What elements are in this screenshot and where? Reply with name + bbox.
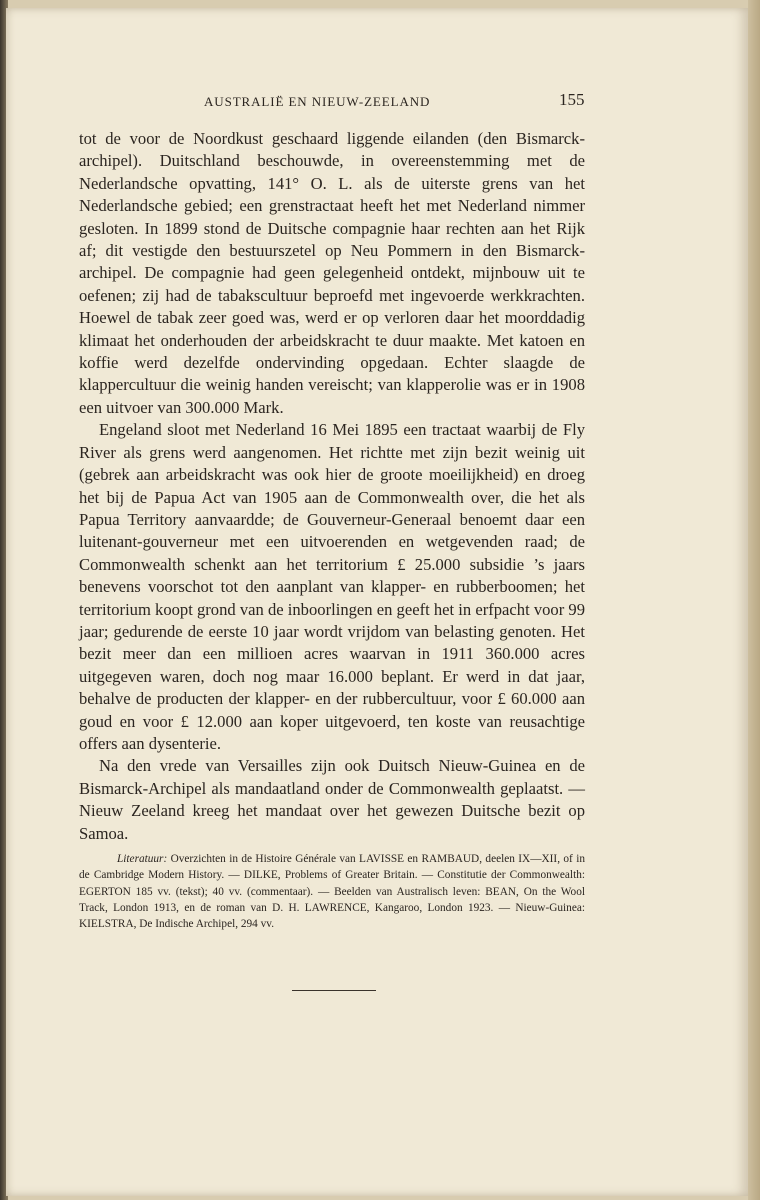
literature-text: Overzichten in de Histoire Générale van LAVISSE en RAMBAUD, deelen IX—XII, of in de Cambridge Modern History. — DILKE, Problems of Greater Britain. — Constitutie der Commonwealth: EGERTON 185 vv. (tekst); 40 vv. (commentaar). — Beelden van Australisch leven: BEAN, On the Wool Track, London 1913, en de roman van D. H. LAWRENCE, Kangaroo, London 1923. — Nieuw-Guinea: KIELSTRA, De Indische Archipel, 294 vv.	[79, 853, 585, 931]
literature-note	[79, 851, 585, 932]
page-number: 155	[559, 90, 585, 109]
page-edge	[748, 0, 760, 1200]
paragraph-3: Na den vrede van Versailles zijn ook Duitsch Nieuw-Guinea en de Bismarck-Archipel als mandaatland onder de Commonwealth geplaatst. — Nieuw Zeeland kreeg het mandaat over het gewezen Duitsche bezit op Samoa.	[79, 756, 585, 843]
running-title: AUSTRALIË EN NIEUW-ZEELAND	[204, 94, 431, 109]
running-head	[0, 90, 760, 114]
paragraph-1: tot de voor de Noordkust geschaard liggende eilanden (den Bismarck-archipel). Duitschland beschouwde, in overeenstemming met de Nederlandsche opvatting, 141° O. L. als de uiterste grens van het Nederlandsche gebied; een grenstractaat heeft het met Nederland nimmer gesloten. In 1899 stond de Duitsche compagnie haar rechten aan het Rijk af; dit vestigde den bestuurszetel op Neu Pommern in den Bismarck-archipel. De compagnie had geen gelegenheid ontdekt, mijnbouw uit te oefenen; zij had de tabakscultuur beproefd met ingevoerde werkkrachten. Hoewel de tabak zeer goed was, werd er op verloren daar het moorddadig klimaat het onderhouden der arbeidskracht te duur maakte. Met katoen en koffie werd dezelfde ondervinding opgedaan. Echter slaagde de klappercultuur die weinig handen vereischt; van klapperolie was er in 1908 een uitvoer van 300.000 Mark.	[79, 129, 585, 417]
literature-label: Literatuur:	[117, 853, 168, 865]
end-rule	[292, 990, 376, 991]
body-text	[79, 128, 585, 932]
paragraph-2: Engeland sloot met Nederland 16 Mei 1895 een tractaat waarbij de Fly River als grens werd aangenomen. Het richtte met zijn bezit weinig uit (gebrek aan arbeidskracht was ook hier de groote moeilijkheid) en droeg het bij de Papua Act van 1905 aan de Commonwealth over, die het als Papua Territory aanvaardde; de Gouverneur-Generaal benoemt daar een luitenant-gouverneur met een uitvoerenden en wetgevenden raad; de Commonwealth schenkt aan het territorium £ 25.000 subsidie ’s jaars benevens voorschot tot den aanplant van klapper- en rubberboomen; het territorium koopt grond van de inboorlingen en geeft het in erfpacht voor 99 jaar; gedurende de eerste 10 jaar wordt vrijdom van belasting genoten. Het bezit meer dan een millioen acres waarvan in 1911 360.000 acres uitgegeven waren, doch nog maar 16.000 beplant. Er werd in dat jaar, behalve de producten der klapper- en der rubbercultuur, voor £ 60.000 aan goud en voor £ 12.000 aan koper uitgevoerd, ten koste van reusachtige offers aan dysenterie.	[79, 420, 585, 753]
